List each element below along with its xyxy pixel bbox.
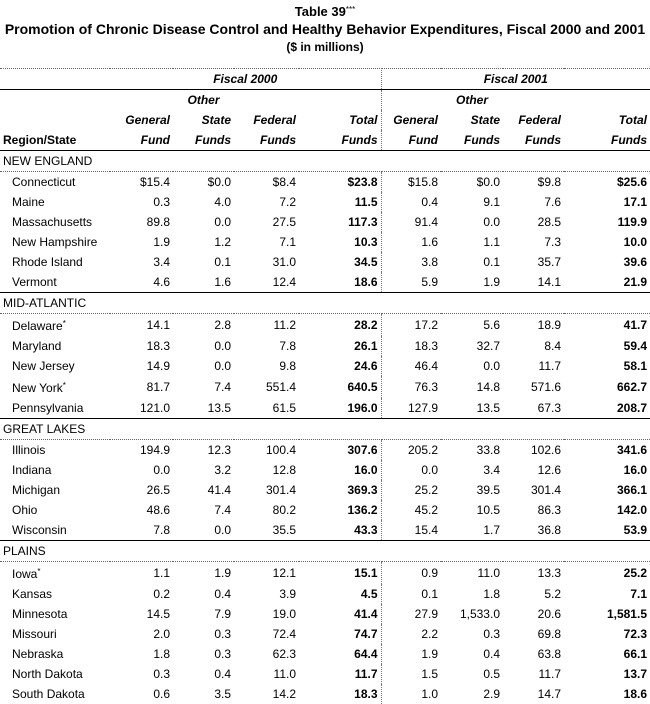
value-cell: 31.0 [234, 252, 299, 272]
general-fund-header-2001-line2: Fund [381, 130, 441, 151]
value-cell: 7.1 [234, 232, 299, 252]
region-name: MID-ATLANTIC [0, 293, 650, 314]
table-row [0, 644, 650, 664]
total-funds-cell: 72.3 [564, 624, 650, 644]
value-cell: 27.9 [381, 604, 441, 624]
total-funds-cell: 10.3 [299, 232, 381, 252]
value-cell: 0.4 [173, 664, 234, 684]
total-funds-cell: 11.7 [299, 664, 381, 684]
total-funds-cell: 18.3 [299, 684, 381, 704]
value-cell: 1.9 [173, 562, 234, 585]
table-titles [0, 0, 650, 55]
general-fund-header-2000-line2: Fund [110, 130, 173, 151]
total-funds-cell: 196.0 [299, 398, 381, 419]
table-row [0, 520, 650, 541]
value-cell: 4.6 [110, 272, 173, 293]
value-cell: 0.0 [173, 336, 234, 356]
state-name-cell [0, 356, 110, 376]
value-cell: 5.6 [441, 314, 503, 337]
state-name: Connecticut [12, 175, 75, 189]
value-cell: 7.4 [173, 376, 234, 398]
total-funds-cell: 119.9 [564, 212, 650, 232]
total-funds-cell: 307.6 [299, 440, 381, 461]
table-number: Table 39*** [0, 0, 650, 20]
table-row [0, 212, 650, 232]
value-cell: 127.9 [381, 398, 441, 419]
value-cell: 3.8 [381, 252, 441, 272]
value-cell: 1.8 [441, 584, 503, 604]
value-cell: 28.5 [503, 212, 564, 232]
value-cell: 7.9 [173, 604, 234, 624]
value-cell: 17.2 [381, 314, 441, 337]
total-funds-header-2001-line1: Total [564, 110, 650, 130]
value-cell: 571.6 [503, 376, 564, 398]
value-cell: 62.3 [234, 644, 299, 664]
total-funds-cell: 41.4 [299, 604, 381, 624]
footnote-mark: * [63, 381, 66, 390]
total-funds-cell: 74.7 [299, 624, 381, 644]
value-cell: 0.9 [381, 562, 441, 585]
value-cell: 8.4 [503, 336, 564, 356]
value-cell: 194.9 [110, 440, 173, 461]
total-funds-cell: 4.5 [299, 584, 381, 604]
value-cell: 14.5 [110, 604, 173, 624]
value-cell: 86.3 [503, 500, 564, 520]
value-cell: 80.2 [234, 500, 299, 520]
value-cell: 76.3 [381, 376, 441, 398]
value-cell: 5.9 [381, 272, 441, 293]
region-header-row [0, 541, 650, 562]
value-cell: 11.7 [503, 664, 564, 684]
table-row [0, 664, 650, 684]
value-cell: 13.5 [441, 398, 503, 419]
value-cell: 1.9 [441, 272, 503, 293]
state-name: Rhode Island [12, 255, 83, 269]
state-name-cell [0, 480, 110, 500]
value-cell: 7.2 [234, 192, 299, 212]
value-cell: 0.3 [173, 644, 234, 664]
value-cell: 1.6 [381, 232, 441, 252]
table-number-mark: *** [346, 5, 355, 14]
state-name-cell [0, 664, 110, 684]
expenditures-table [0, 68, 650, 704]
value-cell: 0.0 [381, 460, 441, 480]
value-cell: 9.1 [441, 192, 503, 212]
total-funds-cell: 640.5 [299, 376, 381, 398]
other-funds-header-2001-line3: Funds [441, 130, 503, 151]
state-name: Michigan [12, 483, 60, 497]
value-cell: 2.2 [381, 624, 441, 644]
state-name-cell [0, 314, 110, 337]
total-funds-cell: 41.7 [564, 314, 650, 337]
value-cell: 1.5 [381, 664, 441, 684]
value-cell: 0.3 [110, 192, 173, 212]
value-cell: 13.3 [503, 562, 564, 585]
total-funds-cell: 16.0 [299, 460, 381, 480]
other-funds-header-2000-line1: Other [173, 90, 234, 111]
total-funds-cell: 17.1 [564, 192, 650, 212]
total-funds-cell: $25.6 [564, 172, 650, 193]
table-row [0, 272, 650, 293]
value-cell: 67.3 [503, 398, 564, 419]
fiscal-year-header-row [0, 69, 650, 90]
state-name-cell [0, 398, 110, 419]
value-cell: 12.4 [234, 272, 299, 293]
federal-funds-header-2001-line2: Funds [503, 130, 564, 151]
value-cell: 2.8 [173, 314, 234, 337]
value-cell: 0.3 [110, 664, 173, 684]
state-name: Massachusetts [12, 215, 92, 229]
total-funds-cell: 21.9 [564, 272, 650, 293]
value-cell: 1.9 [381, 644, 441, 664]
value-cell: 0.3 [173, 624, 234, 644]
region-name: PLAINS [0, 541, 650, 562]
value-cell: 14.1 [110, 314, 173, 337]
value-cell: 14.2 [234, 684, 299, 704]
value-cell: 100.4 [234, 440, 299, 461]
value-cell: 0.4 [173, 584, 234, 604]
value-cell: 1.2 [173, 232, 234, 252]
value-cell: 0.3 [441, 624, 503, 644]
value-cell: 27.5 [234, 212, 299, 232]
table-title: Promotion of Chronic Disease Control and Healthy Behavior Expenditures, Fiscal 2000 and 2001 [0, 20, 650, 39]
value-cell: $15.8 [381, 172, 441, 193]
value-cell: 18.3 [110, 336, 173, 356]
total-funds-cell: 34.5 [299, 252, 381, 272]
table-row [0, 376, 650, 398]
value-cell: 0.0 [441, 212, 503, 232]
table-row [0, 232, 650, 252]
value-cell: $8.4 [234, 172, 299, 193]
value-cell: 0.0 [173, 356, 234, 376]
total-funds-cell: 7.1 [564, 584, 650, 604]
state-name: Delaware [12, 319, 63, 333]
value-cell: 2.9 [441, 684, 503, 704]
total-funds-cell: 10.0 [564, 232, 650, 252]
total-funds-cell: 662.7 [564, 376, 650, 398]
value-cell: 1.7 [441, 520, 503, 541]
total-funds-cell: 59.4 [564, 336, 650, 356]
total-funds-cell: 369.3 [299, 480, 381, 500]
total-funds-cell: 39.6 [564, 252, 650, 272]
total-funds-cell: 18.6 [299, 272, 381, 293]
value-cell: 5.2 [503, 584, 564, 604]
column-header-row-1 [0, 90, 650, 111]
value-cell: 41.4 [173, 480, 234, 500]
value-cell: 0.1 [173, 252, 234, 272]
value-cell: 63.8 [503, 644, 564, 664]
value-cell: 7.3 [503, 232, 564, 252]
value-cell: 205.2 [381, 440, 441, 461]
value-cell: 1.1 [441, 232, 503, 252]
total-funds-header-2000-line1: Total [299, 110, 381, 130]
value-cell: 32.7 [441, 336, 503, 356]
table-body [0, 151, 650, 704]
state-name-cell [0, 440, 110, 461]
value-cell: 0.1 [381, 584, 441, 604]
region-state-header: Region/State [0, 130, 110, 151]
value-cell: 11.2 [234, 314, 299, 337]
value-cell: 3.2 [173, 460, 234, 480]
region-header-row [0, 419, 650, 440]
table-row [0, 460, 650, 480]
state-name-cell [0, 500, 110, 520]
value-cell: 7.8 [110, 520, 173, 541]
value-cell: $0.0 [441, 172, 503, 193]
value-cell: 35.5 [234, 520, 299, 541]
state-name-cell [0, 172, 110, 193]
state-name: Ohio [12, 503, 37, 517]
federal-funds-header-2001-line1: Federal [503, 110, 564, 130]
footnote-mark: * [63, 319, 66, 328]
table-row [0, 314, 650, 337]
state-name-cell [0, 336, 110, 356]
total-funds-cell: 66.1 [564, 644, 650, 664]
total-funds-cell: 13.7 [564, 664, 650, 684]
state-name: New Jersey [12, 359, 75, 373]
state-name-cell [0, 192, 110, 212]
region-name: NEW ENGLAND [0, 151, 650, 172]
value-cell: 0.4 [381, 192, 441, 212]
value-cell: 12.6 [503, 460, 564, 480]
value-cell: 14.8 [441, 376, 503, 398]
table-row [0, 604, 650, 624]
value-cell: 10.5 [441, 500, 503, 520]
value-cell: 72.4 [234, 624, 299, 644]
value-cell: 0.0 [173, 212, 234, 232]
value-cell: 301.4 [503, 480, 564, 500]
table-units: ($ in millions) [0, 39, 650, 55]
value-cell: 69.8 [503, 624, 564, 644]
state-name: Iowa [12, 567, 37, 581]
total-funds-cell: 208.7 [564, 398, 650, 419]
table-row [0, 624, 650, 644]
table-row [0, 336, 650, 356]
total-funds-cell: 117.3 [299, 212, 381, 232]
value-cell: 20.6 [503, 604, 564, 624]
value-cell: 39.5 [441, 480, 503, 500]
state-name-cell [0, 376, 110, 398]
total-funds-cell: 53.9 [564, 520, 650, 541]
general-fund-header-2000-line1: General [110, 110, 173, 130]
federal-funds-header-2000-line2: Funds [234, 130, 299, 151]
region-header-row [0, 293, 650, 314]
value-cell: 7.6 [503, 192, 564, 212]
value-cell: 0.0 [173, 520, 234, 541]
state-name: Missouri [12, 627, 57, 641]
state-name: South Dakota [12, 687, 85, 701]
value-cell: 9.8 [234, 356, 299, 376]
value-cell: 1.8 [110, 644, 173, 664]
value-cell: 0.0 [110, 460, 173, 480]
table-row [0, 500, 650, 520]
region-name: GREAT LAKES [0, 419, 650, 440]
value-cell: 11.0 [441, 562, 503, 585]
state-name: Illinois [12, 443, 45, 457]
state-name: Minnesota [12, 607, 67, 621]
total-funds-cell: 366.1 [564, 480, 650, 500]
value-cell: 25.2 [381, 480, 441, 500]
value-cell: 12.3 [173, 440, 234, 461]
state-name-cell [0, 212, 110, 232]
state-name: Pennsylvania [12, 401, 83, 415]
value-cell: 89.8 [110, 212, 173, 232]
value-cell: 18.9 [503, 314, 564, 337]
value-cell: 3.5 [173, 684, 234, 704]
total-funds-cell: 16.0 [564, 460, 650, 480]
value-cell: 61.5 [234, 398, 299, 419]
state-name: Nebraska [12, 647, 63, 661]
table-row [0, 252, 650, 272]
state-name-cell [0, 272, 110, 293]
value-cell: 35.7 [503, 252, 564, 272]
state-name: Indiana [12, 463, 51, 477]
value-cell: 46.4 [381, 356, 441, 376]
total-funds-cell: 18.6 [564, 684, 650, 704]
value-cell: 36.8 [503, 520, 564, 541]
value-cell: 0.1 [441, 252, 503, 272]
other-funds-header-2000-line2: State [173, 110, 234, 130]
state-name: Vermont [12, 275, 57, 289]
table-row [0, 192, 650, 212]
value-cell: 1.1 [110, 562, 173, 585]
value-cell: 0.5 [441, 664, 503, 684]
value-cell: 3.4 [441, 460, 503, 480]
value-cell: 26.5 [110, 480, 173, 500]
state-name: New Hampshire [12, 235, 97, 249]
footnote-mark: * [37, 567, 40, 576]
total-funds-cell: 64.4 [299, 644, 381, 664]
value-cell: 1.9 [110, 232, 173, 252]
value-cell: $0.0 [173, 172, 234, 193]
total-funds-cell: 142.0 [564, 500, 650, 520]
state-name-cell [0, 460, 110, 480]
total-funds-cell: 26.1 [299, 336, 381, 356]
state-name-cell [0, 252, 110, 272]
value-cell: 11.0 [234, 664, 299, 684]
state-name-cell [0, 644, 110, 664]
value-cell: 13.5 [173, 398, 234, 419]
state-name-cell [0, 232, 110, 252]
table-row [0, 480, 650, 500]
table-row [0, 440, 650, 461]
value-cell: 1.6 [173, 272, 234, 293]
total-funds-cell: $23.8 [299, 172, 381, 193]
state-name-cell [0, 624, 110, 644]
value-cell: 0.4 [441, 644, 503, 664]
value-cell: 14.1 [503, 272, 564, 293]
value-cell: 301.4 [234, 480, 299, 500]
state-name-cell [0, 520, 110, 541]
state-name-cell [0, 584, 110, 604]
state-name-cell [0, 684, 110, 704]
value-cell: 0.2 [110, 584, 173, 604]
total-funds-cell: 136.2 [299, 500, 381, 520]
value-cell: 11.7 [503, 356, 564, 376]
value-cell: 4.0 [173, 192, 234, 212]
table-row [0, 398, 650, 419]
column-header-row-2 [0, 110, 650, 130]
value-cell: 12.1 [234, 562, 299, 585]
value-cell: 81.7 [110, 376, 173, 398]
total-funds-cell: 1,581.5 [564, 604, 650, 624]
federal-funds-header-2000-line1: Federal [234, 110, 299, 130]
value-cell: 19.0 [234, 604, 299, 624]
general-fund-header-2001-line1: General [381, 110, 441, 130]
value-cell: 3.9 [234, 584, 299, 604]
total-funds-cell: 11.5 [299, 192, 381, 212]
table-row [0, 684, 650, 704]
value-cell: $15.4 [110, 172, 173, 193]
total-funds-cell: 58.1 [564, 356, 650, 376]
other-funds-header-2000-line3: Funds [173, 130, 234, 151]
value-cell: 1.0 [381, 684, 441, 704]
value-cell: 18.3 [381, 336, 441, 356]
value-cell: 551.4 [234, 376, 299, 398]
table-row [0, 562, 650, 585]
table-row [0, 584, 650, 604]
value-cell: 7.8 [234, 336, 299, 356]
value-cell: 14.7 [503, 684, 564, 704]
state-name: Kansas [12, 587, 52, 601]
fiscal-2001-header: Fiscal 2001 [381, 69, 650, 90]
value-cell: $9.8 [503, 172, 564, 193]
state-name-cell [0, 604, 110, 624]
table-row [0, 356, 650, 376]
total-funds-header-2000-line2: Funds [299, 130, 381, 151]
state-name: Maine [12, 195, 45, 209]
value-cell: 48.6 [110, 500, 173, 520]
value-cell: 14.9 [110, 356, 173, 376]
state-name: New York [12, 381, 63, 395]
state-name: Maryland [12, 339, 61, 353]
value-cell: 12.8 [234, 460, 299, 480]
state-name-cell [0, 562, 110, 585]
state-name: North Dakota [12, 667, 83, 681]
other-funds-header-2001-line1: Other [441, 90, 503, 111]
value-cell: 33.8 [441, 440, 503, 461]
other-funds-header-2001-line2: State [441, 110, 503, 130]
value-cell: 0.0 [441, 356, 503, 376]
table-row [0, 172, 650, 193]
value-cell: 91.4 [381, 212, 441, 232]
state-name: Wisconsin [12, 523, 67, 537]
value-cell: 45.2 [381, 500, 441, 520]
total-funds-cell: 24.6 [299, 356, 381, 376]
value-cell: 1,533.0 [441, 604, 503, 624]
column-header-row-3 [0, 130, 650, 151]
total-funds-cell: 28.2 [299, 314, 381, 337]
region-header-row [0, 151, 650, 172]
total-funds-header-2001-line2: Funds [564, 130, 650, 151]
fiscal-2000-header: Fiscal 2000 [110, 69, 381, 90]
value-cell: 2.0 [110, 624, 173, 644]
value-cell: 3.4 [110, 252, 173, 272]
value-cell: 7.4 [173, 500, 234, 520]
total-funds-cell: 43.3 [299, 520, 381, 541]
total-funds-cell: 341.6 [564, 440, 650, 461]
total-funds-cell: 15.1 [299, 562, 381, 585]
value-cell: 121.0 [110, 398, 173, 419]
total-funds-cell: 25.2 [564, 562, 650, 585]
value-cell: 102.6 [503, 440, 564, 461]
value-cell: 0.6 [110, 684, 173, 704]
value-cell: 15.4 [381, 520, 441, 541]
